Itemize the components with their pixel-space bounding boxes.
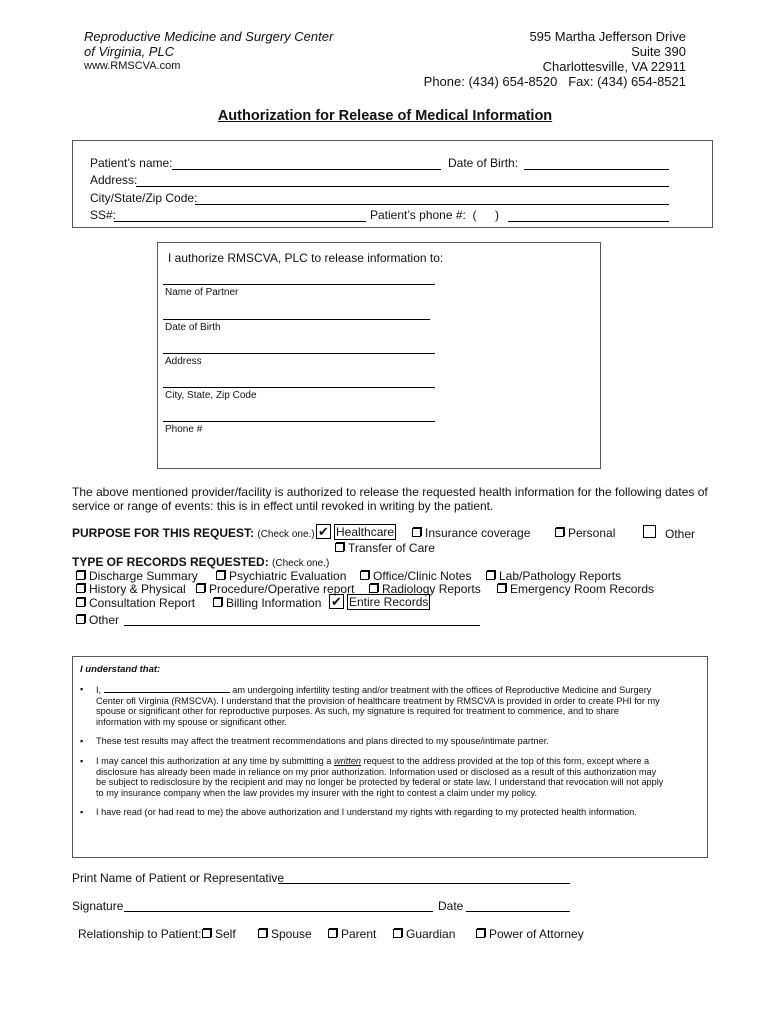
purpose-label-group (72, 526, 315, 540)
record-label: Billing Information (226, 596, 322, 610)
record-label: Lab/Pathology Reports (499, 569, 622, 583)
partner-address-field[interactable] (163, 353, 435, 354)
release-box (157, 242, 601, 469)
understand-item3-a: I may cancel this authorization at any time by submitting a (96, 755, 332, 766)
ss-field[interactable] (114, 221, 366, 222)
relationship-parent-label: Parent (341, 927, 377, 941)
partner-dob-field[interactable] (163, 319, 430, 320)
partner-address-label: Address (165, 356, 202, 367)
print-name-label: Print Name of Patient or Representative (72, 871, 285, 885)
record-label: Entire Records (349, 595, 429, 609)
record-label: History & Physical (89, 582, 186, 596)
understand-item2-text: These test results may affect the treatment recommendations and plans directed to my spouse/intimate partner. (96, 736, 549, 747)
records-label-group (72, 555, 329, 569)
purpose-insurance[interactable] (412, 526, 530, 540)
relationship-guardian[interactable] (393, 927, 455, 941)
partner-name-field[interactable] (163, 284, 435, 285)
relationship-self[interactable] (202, 927, 236, 941)
understand-item-3 (74, 756, 666, 798)
checkbox-icon[interactable] (335, 543, 344, 552)
understand-item3-emphasis: written (333, 755, 362, 766)
checkbox-icon[interactable] (360, 571, 369, 580)
checkbox-icon[interactable] (202, 929, 211, 938)
release-intro: I authorize RMSCVA, PLC to release information to: (168, 251, 444, 265)
address-line1: 595 Martha Jefferson Drive (529, 29, 686, 44)
records-label: TYPE OF RECORDS REQUESTED: (72, 555, 269, 569)
record-label: Emergency Room Records (510, 582, 655, 596)
understand-heading: I understand that: (80, 664, 161, 675)
purpose-transfer[interactable] (335, 541, 435, 555)
understand-item-4 (74, 807, 666, 818)
checkbox-icon[interactable] (328, 929, 337, 938)
patient-phone-label: Patient’s phone #: ( (370, 208, 477, 222)
relationship-guardian-label: Guardian (406, 927, 456, 941)
authorization-text: The above mentioned provider/facility is authorized to release the requested health information for the following dates of service or range of events: this is in effect until revoked in writing by the patient. (72, 485, 708, 513)
checkbox-icon[interactable] (76, 598, 85, 607)
purpose-personal-label: Personal (568, 526, 616, 540)
relationship-label: Relationship to Patient: (78, 927, 202, 941)
record-label: Other (89, 613, 120, 627)
records-hint: (Check one.) (272, 558, 330, 569)
patient-name-field[interactable] (172, 169, 441, 170)
bullet-icon: ▪ (80, 807, 84, 818)
checkbox-icon[interactable] (369, 584, 378, 593)
understand-item-2 (74, 736, 666, 747)
record-emergency[interactable] (497, 582, 654, 596)
city-label: City/State/Zip Code: (90, 191, 198, 205)
record-psychiatric[interactable] (216, 569, 346, 583)
partner-city-field[interactable] (163, 387, 435, 388)
relationship-spouse-label: Spouse (271, 927, 312, 941)
relationship-self-label: Self (215, 927, 236, 941)
partner-name-label: Name of Partner (165, 287, 239, 298)
dob-label: Date of Birth: (448, 156, 519, 170)
record-entire[interactable] (329, 594, 430, 609)
patient-phone-close: ) (495, 208, 499, 222)
date-label: Date (438, 899, 464, 913)
partner-phone-label: Phone # (165, 424, 203, 435)
checked-icon[interactable]: ✔ (316, 524, 331, 539)
dob-field[interactable] (524, 169, 669, 170)
record-label: Radiology Reports (382, 582, 481, 596)
purpose-healthcare-label: Healthcare (336, 525, 395, 539)
address-block (424, 29, 686, 89)
record-billing[interactable] (213, 596, 321, 610)
phone-fax: Phone: (434) 654-8520 Fax: (434) 654-8521 (423, 74, 686, 89)
record-label: Office/Clinic Notes (373, 569, 472, 583)
print-name-field[interactable] (278, 883, 570, 884)
bullet-icon: ▪ (80, 684, 84, 694)
purpose-transfer-label: Transfer of Care (348, 541, 435, 555)
page-title: Authorization for Release of Medical Information (217, 108, 553, 124)
address-line3: Charlottesville, VA 22911 (542, 59, 686, 74)
checkbox-icon[interactable] (555, 528, 564, 537)
understand-item1-prefix: I, (96, 685, 102, 695)
record-label: Discharge Summary (89, 569, 198, 583)
checkbox-icon[interactable] (476, 929, 485, 938)
signature-field[interactable] (124, 911, 433, 912)
checkbox-icon[interactable] (213, 598, 222, 607)
relationship-poa[interactable] (476, 927, 584, 941)
relationship-poa-label: Power of Attorney (489, 927, 584, 941)
address-line2: Suite 390 (631, 44, 686, 59)
checkbox-icon[interactable] (76, 615, 85, 624)
org-website: www.RMSCVA.com (84, 60, 181, 72)
partner-dob-label: Date of Birth (165, 322, 221, 333)
record-other[interactable] (76, 613, 119, 627)
date-field[interactable] (466, 911, 570, 912)
record-discharge[interactable] (76, 569, 198, 583)
checkbox-icon[interactable] (258, 929, 267, 938)
understand-item-1 (74, 684, 666, 727)
checkbox-icon[interactable] (486, 571, 495, 580)
checkbox-icon[interactable] (76, 571, 85, 580)
address-field[interactable] (136, 186, 669, 187)
purpose-other[interactable] (643, 525, 695, 541)
checked-icon[interactable]: ✔ (329, 594, 344, 609)
understand-item3-b: request to the address provided at the top of this form, except where a disclosure has already been made in reliance on my prior authorization. Information used or disclosed as a result of this authorization may be subject to redisclosure by the recipient and may no longer be protected by federal or state law. I understand that revocation will not apply to my insurance company when the law provides my insurer with the right to contest a claim under my policy. (96, 755, 664, 798)
org-name-line1: Reproductive Medicine and Surgery Center (84, 29, 334, 44)
checkbox-icon[interactable] (497, 584, 506, 593)
understand-item4-text: I have read (or had read to me) the above authorization and I understand my rights with regarding to my protected health information. (96, 807, 637, 818)
relationship-parent[interactable] (328, 927, 376, 941)
understand-item1-rest: am undergoing infertility testing and/or treatment with the offices of Reproductive Medicine and Surgery Center ofl Virginia (RMSCVA). I understand that the provision of healthcare treatment by RMSCVA is provided in order to create PHI for my spouse or significant other for reproductive purposes. As such, my signature is required for treatment to commence, and to share information with my spouse or significant other. (96, 685, 660, 727)
purpose-hint: (Check one.) (257, 529, 315, 540)
purpose-insurance-label: Insurance coverage (425, 526, 531, 540)
checkbox-icon[interactable] (643, 525, 656, 538)
understand-name-field[interactable] (104, 684, 230, 693)
purpose-healthcare[interactable] (316, 524, 396, 539)
checkbox-icon[interactable] (196, 584, 205, 593)
checkbox-icon[interactable] (393, 929, 402, 938)
signature-label: Signature (72, 899, 124, 913)
record-label: Procedure/Operative report (209, 582, 355, 596)
record-other-field[interactable] (124, 625, 480, 626)
relationship-spouse[interactable] (258, 927, 312, 941)
understand-list (74, 684, 666, 827)
record-office[interactable] (360, 569, 471, 583)
bullet-icon: ▪ (80, 755, 84, 766)
purpose-personal[interactable] (555, 526, 615, 540)
bullet-icon: ▪ (80, 736, 84, 747)
record-consultation[interactable] (76, 596, 195, 610)
ss-label: SS#: (90, 208, 117, 222)
purpose-label: PURPOSE FOR THIS REQUEST: (72, 526, 255, 540)
org-name-line2: of Virginia, PLC (84, 44, 175, 59)
record-history[interactable] (76, 582, 186, 596)
partner-phone-field[interactable] (163, 421, 435, 422)
patient-name-label: Patient’s name: (90, 156, 173, 170)
purpose-other-label: Other (665, 527, 696, 541)
patient-phone-field[interactable] (508, 221, 669, 222)
city-field[interactable] (195, 204, 669, 205)
record-label: Psychiatric Evaluation (229, 569, 347, 583)
checkbox-icon[interactable] (216, 571, 225, 580)
address-label: Address: (90, 173, 138, 187)
checkbox-icon[interactable] (76, 584, 85, 593)
checkbox-icon[interactable] (412, 528, 421, 537)
record-label: Consultation Report (89, 596, 196, 610)
record-lab[interactable] (486, 569, 621, 583)
partner-city-label: City, State, Zip Code (165, 390, 257, 401)
